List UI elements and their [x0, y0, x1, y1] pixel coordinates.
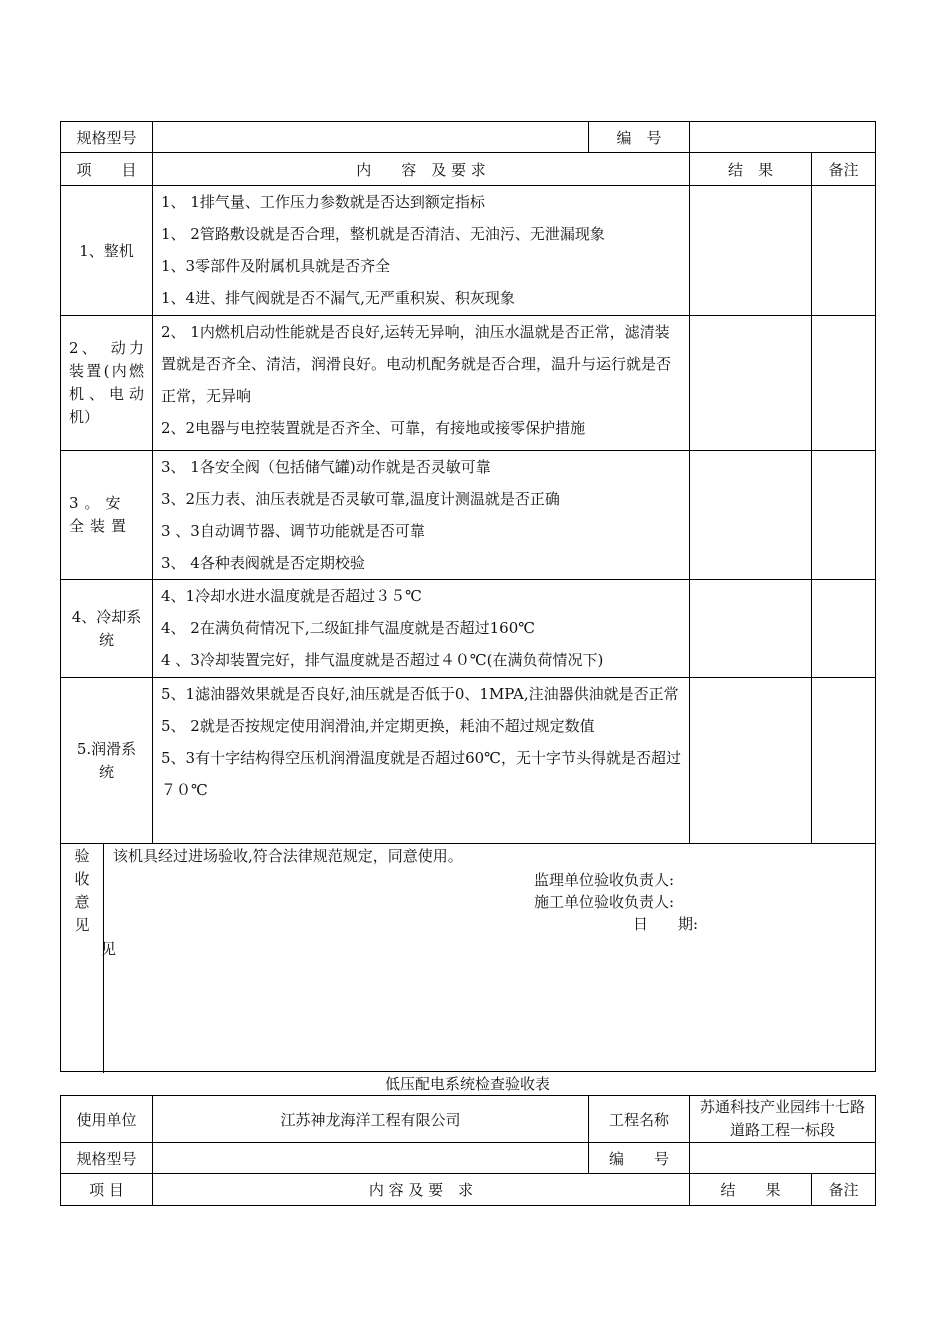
section-label: 3。安全装置 — [61, 451, 153, 580]
project-name-label: 工程名称 — [589, 1096, 690, 1143]
requirement-item: 3、 4各种表阀就是否定期校验 — [161, 554, 365, 572]
low-voltage-inspection-table — [60, 1095, 876, 1206]
result-cell[interactable] — [690, 316, 812, 451]
section-row — [61, 580, 876, 678]
section-items — [153, 451, 690, 580]
requirement-item: 3 、3自动调节器、调节功能就是否可靠 — [161, 522, 425, 540]
acceptance-opinion-cell — [61, 844, 876, 1072]
result-cell[interactable] — [690, 186, 812, 316]
requirement-item: 3、2压力表、油压表就是否灵敏可靠,温度计测温就是否正确 — [161, 490, 560, 508]
number-value-field[interactable] — [690, 122, 876, 153]
column-header-item: 项 目 — [61, 1174, 153, 1206]
requirement-item: 4 、3冷却装置完好，排气温度就是否超过４０℃(在满负荷情况下) — [161, 651, 604, 669]
requirement-item: 5、3有十字结构得空压机润滑温度就是否超过60℃，无十字节头得就是否超过７０℃ — [161, 749, 681, 799]
opinion-label-char: 见 — [74, 916, 90, 934]
column-header-content: 内 容 及 要 求 — [153, 1174, 690, 1206]
date-label: 日 期: — [633, 915, 699, 933]
section-items — [153, 186, 690, 316]
remark-cell[interactable] — [812, 186, 876, 316]
requirement-item: 2、 1内燃机启动性能就是否良好,运转无异响，油压水温就是否正常，滤清装置就是否齐全、清洁，润滑良好。电动机配务就是否合理，温升与运行就是否正常，无异响 — [161, 323, 672, 405]
remark-cell[interactable] — [812, 678, 876, 844]
spec-label: 规格型号 — [61, 122, 153, 153]
spec-value-field[interactable] — [153, 122, 589, 153]
number-label: 编 号 — [589, 122, 690, 153]
section-row — [61, 451, 876, 580]
requirement-item: 1、 1排气量、工作压力参数就是否达到额定指标 — [161, 193, 485, 211]
section-items — [153, 580, 690, 678]
section-row — [61, 186, 876, 316]
requirement-item: 1、3零部件及附属机具就是否齐全 — [161, 257, 391, 275]
result-cell[interactable] — [690, 678, 812, 844]
section-label: 1、整机 — [61, 186, 153, 316]
remark-cell[interactable] — [812, 451, 876, 580]
column-header-content: 内 容 及 要 求 — [153, 153, 690, 186]
section-label: 2、 动力装置(内燃机、电动机） — [61, 316, 153, 451]
supervisor-signature-label: 监理单位验收负责人: — [534, 871, 675, 889]
section-label: 4、冷却系统 — [61, 580, 153, 678]
opinion-text: 该机具经过进场验收,符合法律规范规定，同意使用。 — [113, 847, 463, 865]
requirement-item: 5、 2就是否按规定使用润滑油,并定期更换，耗油不超过规定数值 — [161, 717, 595, 735]
result-cell[interactable] — [690, 451, 812, 580]
column-header-remark: 备注 — [812, 1174, 876, 1206]
acceptance-opinion-row — [61, 844, 876, 1072]
column-header-item: 项 目 — [61, 153, 153, 186]
opinion-label-char: 见 — [101, 940, 117, 958]
column-header-remark: 备注 — [812, 153, 876, 186]
section-label: 5.润滑系统 — [61, 678, 153, 844]
requirement-item: 3、 1各安全阀（包括储气罐)动作就是否灵敏可靠 — [161, 458, 491, 476]
user-unit-value: 江苏神龙海洋工程有限公司 — [153, 1096, 589, 1143]
remark-cell[interactable] — [812, 580, 876, 678]
opinion-label — [61, 844, 117, 1073]
remark-cell[interactable] — [812, 316, 876, 451]
requirement-item: 5、1滤油器效果就是否良好,油压就是否低于0、1MPA,注油器供油就是否正常 — [161, 685, 679, 703]
section-items — [153, 316, 690, 451]
section-items — [153, 678, 690, 844]
spec-label: 规格型号 — [61, 1143, 153, 1174]
result-cell[interactable] — [690, 580, 812, 678]
number-label: 编 号 — [589, 1143, 690, 1174]
section-row — [61, 678, 876, 844]
requirement-item: 2、2电器与电控装置就是否齐全、可靠，有接地或接零保护措施 — [161, 419, 586, 437]
contractor-signature-label: 施工单位验收负责人: — [534, 893, 675, 911]
requirement-item: 1、4进、排气阀就是否不漏气,无严重积炭、积灰现象 — [161, 289, 515, 307]
requirement-item: 1、 2管路敷设就是否合理，整机就是否清洁、无油污、无泄漏现象 — [161, 225, 605, 243]
opinion-label-char: 收 — [74, 870, 90, 888]
opinion-label-char: 验 — [74, 847, 90, 865]
column-header-result: 结 果 — [690, 153, 812, 186]
project-name-value: 苏通科技产业园纬十七路道路工程一标段 — [690, 1096, 876, 1143]
table2-caption: 低压配电系统检查验收表 — [384, 1075, 550, 1093]
compressor-inspection-table — [60, 121, 876, 1072]
column-header-result: 结 果 — [690, 1174, 812, 1206]
requirement-item: 4、1冷却水进水温度就是否超过３５℃ — [161, 587, 422, 605]
requirement-item: 4、 2在满负荷情况下,二级缸排气温度就是否超过160℃ — [161, 619, 536, 637]
section-row — [61, 316, 876, 451]
opinion-label-char: 意 — [74, 893, 90, 911]
number-value-field[interactable] — [690, 1143, 876, 1174]
user-unit-label: 使用单位 — [61, 1096, 153, 1143]
spec-value-field[interactable] — [153, 1143, 589, 1174]
